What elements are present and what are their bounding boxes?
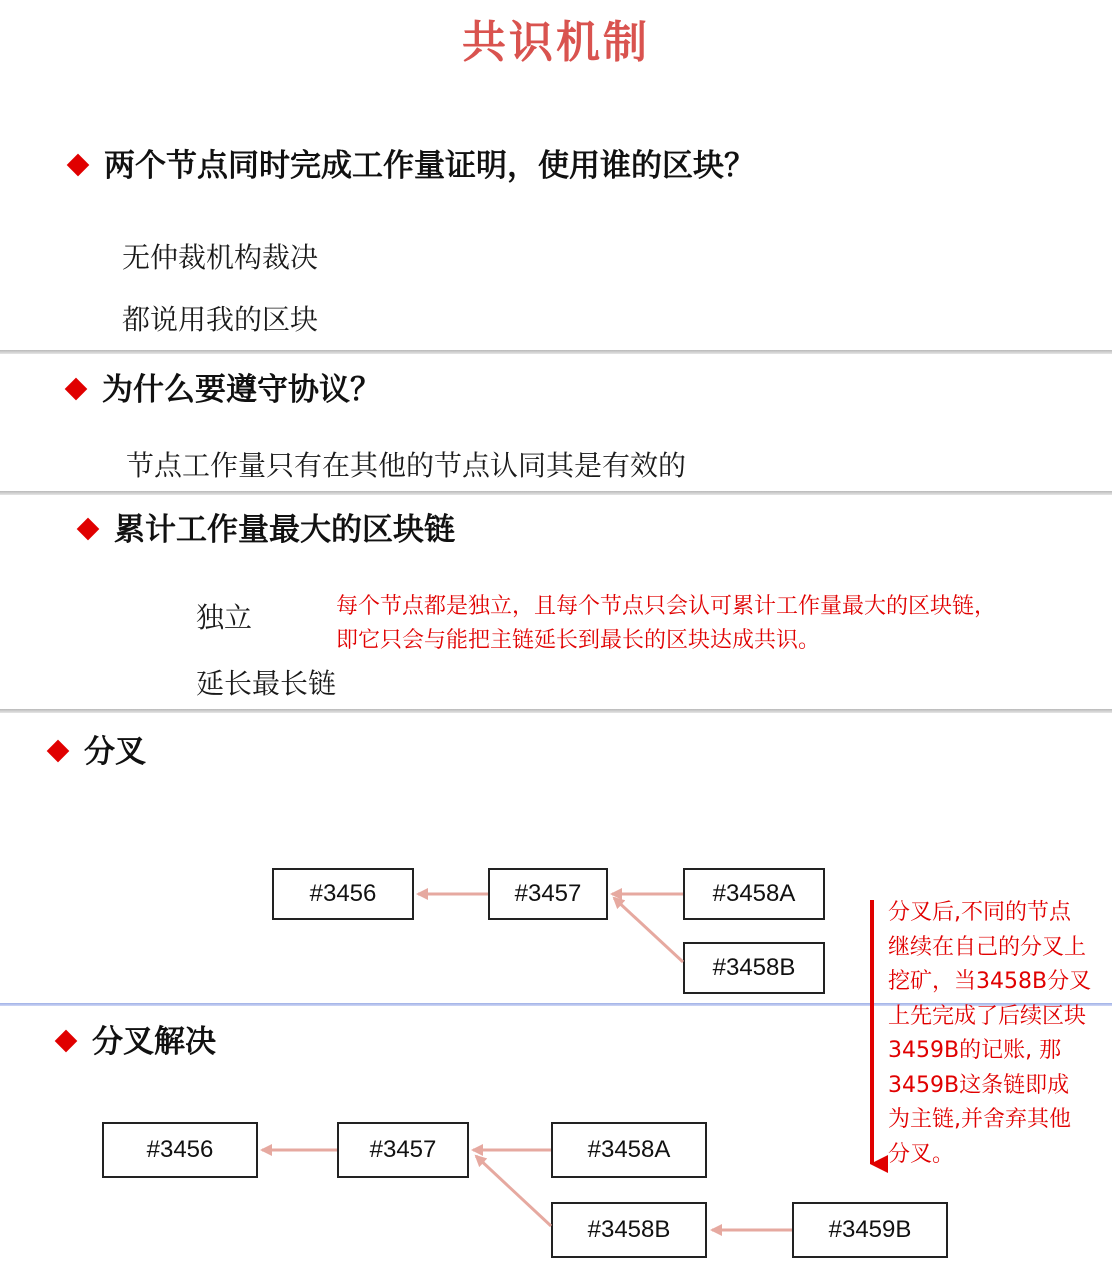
side-note-line: 分叉后,不同的节点 bbox=[888, 900, 1071, 925]
section1-line-1: 无仲裁机构裁决 bbox=[122, 241, 319, 274]
section3-line-2: 延长最长链 bbox=[196, 667, 337, 700]
section1-heading-text: 两个节点同时完成工作量证明，使用谁的区块？ bbox=[104, 148, 755, 184]
section3-line-1: 独立 bbox=[196, 601, 253, 634]
section3-note-line-1: 每个节点都是独立，且每个节点只会认可累计工作量最大的区块链， bbox=[336, 594, 997, 619]
block-node: #3456 bbox=[102, 1122, 258, 1178]
side-note-line: 3459B的记账, 那 bbox=[888, 1038, 1062, 1063]
side-note-line: 3459B这条链即成 bbox=[888, 1072, 1070, 1098]
section4-heading-text: 分叉 bbox=[84, 734, 146, 770]
side-note-line: 挖矿，当3458B分叉 bbox=[888, 969, 1092, 994]
block-node: #3457 bbox=[488, 868, 608, 920]
side-note-line: 为主链,并舍弃其他 bbox=[888, 1107, 1071, 1132]
block-node: #3456 bbox=[272, 868, 414, 920]
section3-note-line-2: 即它只会与能把主链延长到最长的区块达成共识。 bbox=[336, 628, 821, 653]
block-node: #3457 bbox=[337, 1122, 469, 1178]
fork-arrow bbox=[476, 1156, 551, 1226]
block-node: #3458A bbox=[683, 868, 825, 920]
block-node: #3458A bbox=[551, 1122, 707, 1178]
block-node: #3459B bbox=[792, 1202, 948, 1258]
page-title: 共识机制 bbox=[462, 17, 650, 68]
side-note-line: 上先完成了后续区块 bbox=[888, 1003, 1087, 1029]
section1-line-2: 都说用我的区块 bbox=[122, 303, 319, 336]
section3-heading-text: 累计工作量最大的区块链 bbox=[114, 512, 455, 548]
side-note-line: 分叉。 bbox=[888, 1141, 955, 1167]
block-node: #3458B bbox=[551, 1202, 707, 1258]
section2-line-1: 节点工作量只有在其他的节点认同其是有效的 bbox=[126, 449, 687, 482]
fork-arrow bbox=[614, 898, 683, 962]
section5-heading-text: 分叉解决 bbox=[92, 1024, 216, 1060]
side-note-line: 继续在自己的分叉上 bbox=[888, 934, 1087, 960]
block-node: #3458B bbox=[683, 942, 825, 994]
section2-heading-text: 为什么要遵守协议？ bbox=[102, 372, 381, 408]
